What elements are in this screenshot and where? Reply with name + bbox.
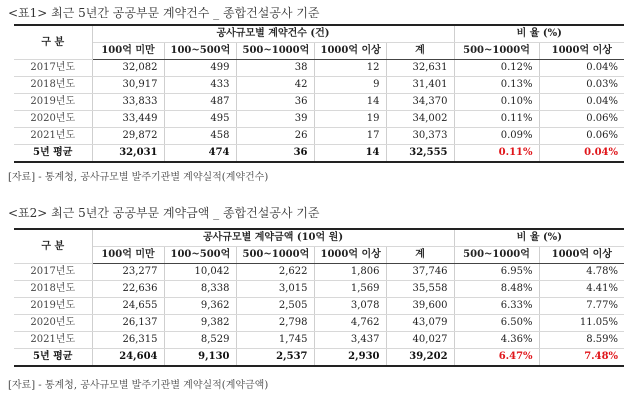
header-100-500: 100~500억 [164,247,236,264]
cell: 42 [236,77,314,94]
header-over-1000: 1000억 이상 [314,247,386,264]
cell: 26 [236,128,314,145]
row-label: 2021년도 [14,332,92,349]
header-ratio-500-1000: 500~1000억 [454,43,539,60]
cell: 30,373 [386,128,454,145]
cell: 8.48% [454,281,539,298]
table-row [14,264,624,281]
header-group-ratio: 비 율 (%) [454,25,624,43]
average-row [14,145,624,163]
cell: 24,604 [92,349,164,367]
cell: 0.04% [539,94,624,111]
table2-title: <표2> 최근 5년간 공공부문 계약금액 _ 종합건설공사 기준 [8,206,320,220]
table-row [14,128,624,145]
header-500-1000: 500~1000억 [236,247,314,264]
cell: 36 [236,94,314,111]
cell: 1,806 [314,264,386,281]
cell: 23,277 [92,264,164,281]
cell: 19 [314,111,386,128]
average-row [14,349,624,367]
cell: 24,655 [92,298,164,315]
cell: 0.10% [454,94,539,111]
header-ratio-500-1000: 500~1000억 [454,247,539,264]
cell: 14 [314,94,386,111]
cell: 32,031 [92,145,164,163]
cell: 14 [314,145,386,163]
cell: 4,762 [314,315,386,332]
cell: 26,315 [92,332,164,349]
cell: 22,636 [92,281,164,298]
header-group-ratio: 비 율 (%) [454,229,624,247]
cell: 2,798 [236,315,314,332]
cell: 0.13% [454,77,539,94]
header-under-100: 100억 미만 [92,247,164,264]
header-group-amount: 공사규모별 계약금액 (10억 원) [92,229,454,247]
header-group-count: 공사규모별 계약건수 (건) [92,25,454,43]
cell: 32,631 [386,60,454,77]
cell: 0.12% [454,60,539,77]
cell: 43,079 [386,315,454,332]
cell: 3,437 [314,332,386,349]
cell: 39,600 [386,298,454,315]
highlight-cell: 7.48% [539,349,624,367]
highlight-cell: 0.04% [539,145,624,163]
table2-source: [자료] - 통계청, 공사규모별 발주기관별 계약실적(계약금액) [8,380,269,391]
header-500-1000: 500~1000억 [236,43,314,60]
cell: 8,529 [164,332,236,349]
cell: 37,746 [386,264,454,281]
header-ratio-over-1000: 1000억 이상 [539,247,624,264]
cell: 38 [236,60,314,77]
row-label: 2019년도 [14,298,92,315]
cell: 30,917 [92,77,164,94]
cell: 487 [164,94,236,111]
cell: 36 [236,145,314,163]
cell: 3,015 [236,281,314,298]
cell: 10,042 [164,264,236,281]
cell: 35,558 [386,281,454,298]
cell: 1,745 [236,332,314,349]
table-row [14,60,624,77]
cell: 495 [164,111,236,128]
cell: 26,137 [92,315,164,332]
cell: 0.06% [539,128,624,145]
cell: 458 [164,128,236,145]
cell: 32,082 [92,60,164,77]
row-label: 2017년도 [14,60,92,77]
cell: 6.50% [454,315,539,332]
header-total: 계 [386,247,454,264]
table-row [14,77,624,94]
header-total: 계 [386,43,454,60]
highlight-cell: 0.11% [454,145,539,163]
table-row [14,281,624,298]
cell: 33,833 [92,94,164,111]
cell: 12 [314,60,386,77]
header-category: 구 분 [14,25,92,60]
table-row [14,298,624,315]
row-label: 2020년도 [14,111,92,128]
table-row [14,94,624,111]
row-label: 2017년도 [14,264,92,281]
average-label: 5년 평균 [14,349,92,367]
cell: 29,872 [92,128,164,145]
table1-title: <표1> 최근 5년간 공공부문 계약건수 _ 종합건설공사 기준 [8,6,320,20]
cell: 499 [164,60,236,77]
cell: 0.09% [454,128,539,145]
row-label: 2020년도 [14,315,92,332]
cell: 4.41% [539,281,624,298]
cell: 9,130 [164,349,236,367]
header-ratio-over-1000: 1000억 이상 [539,43,624,60]
highlight-cell: 6.47% [454,349,539,367]
contract-count-table [14,24,624,163]
cell: 17 [314,128,386,145]
cell: 39,202 [386,349,454,367]
cell: 0.06% [539,111,624,128]
cell: 4.36% [454,332,539,349]
row-label: 2019년도 [14,94,92,111]
cell: 9 [314,77,386,94]
cell: 7.77% [539,298,624,315]
row-label: 2018년도 [14,77,92,94]
cell: 33,449 [92,111,164,128]
cell: 0.11% [454,111,539,128]
table-row [14,315,624,332]
table-row [14,111,624,128]
table-row [14,332,624,349]
cell: 2,505 [236,298,314,315]
cell: 8.59% [539,332,624,349]
header-under-100: 100억 미만 [92,43,164,60]
cell: 1,569 [314,281,386,298]
contract-amount-table [14,228,624,367]
row-label: 2021년도 [14,128,92,145]
cell: 8,338 [164,281,236,298]
cell: 2,622 [236,264,314,281]
cell: 34,370 [386,94,454,111]
cell: 9,362 [164,298,236,315]
cell: 34,002 [386,111,454,128]
cell: 32,555 [386,145,454,163]
table1-source: [자료] - 통계청, 공사규모별 발주기관별 계약실적(계약건수) [8,172,269,183]
cell: 40,027 [386,332,454,349]
cell: 2,930 [314,349,386,367]
average-label: 5년 평균 [14,145,92,163]
header-category: 구 분 [14,229,92,264]
cell: 6.95% [454,264,539,281]
cell: 11.05% [539,315,624,332]
cell: 2,537 [236,349,314,367]
cell: 6.33% [454,298,539,315]
row-label: 2018년도 [14,281,92,298]
cell: 433 [164,77,236,94]
header-100-500: 100~500억 [164,43,236,60]
cell: 474 [164,145,236,163]
cell: 4.78% [539,264,624,281]
cell: 9,382 [164,315,236,332]
cell: 31,401 [386,77,454,94]
cell: 39 [236,111,314,128]
cell: 3,078 [314,298,386,315]
cell: 0.03% [539,77,624,94]
cell: 0.04% [539,60,624,77]
header-over-1000: 1000억 이상 [314,43,386,60]
